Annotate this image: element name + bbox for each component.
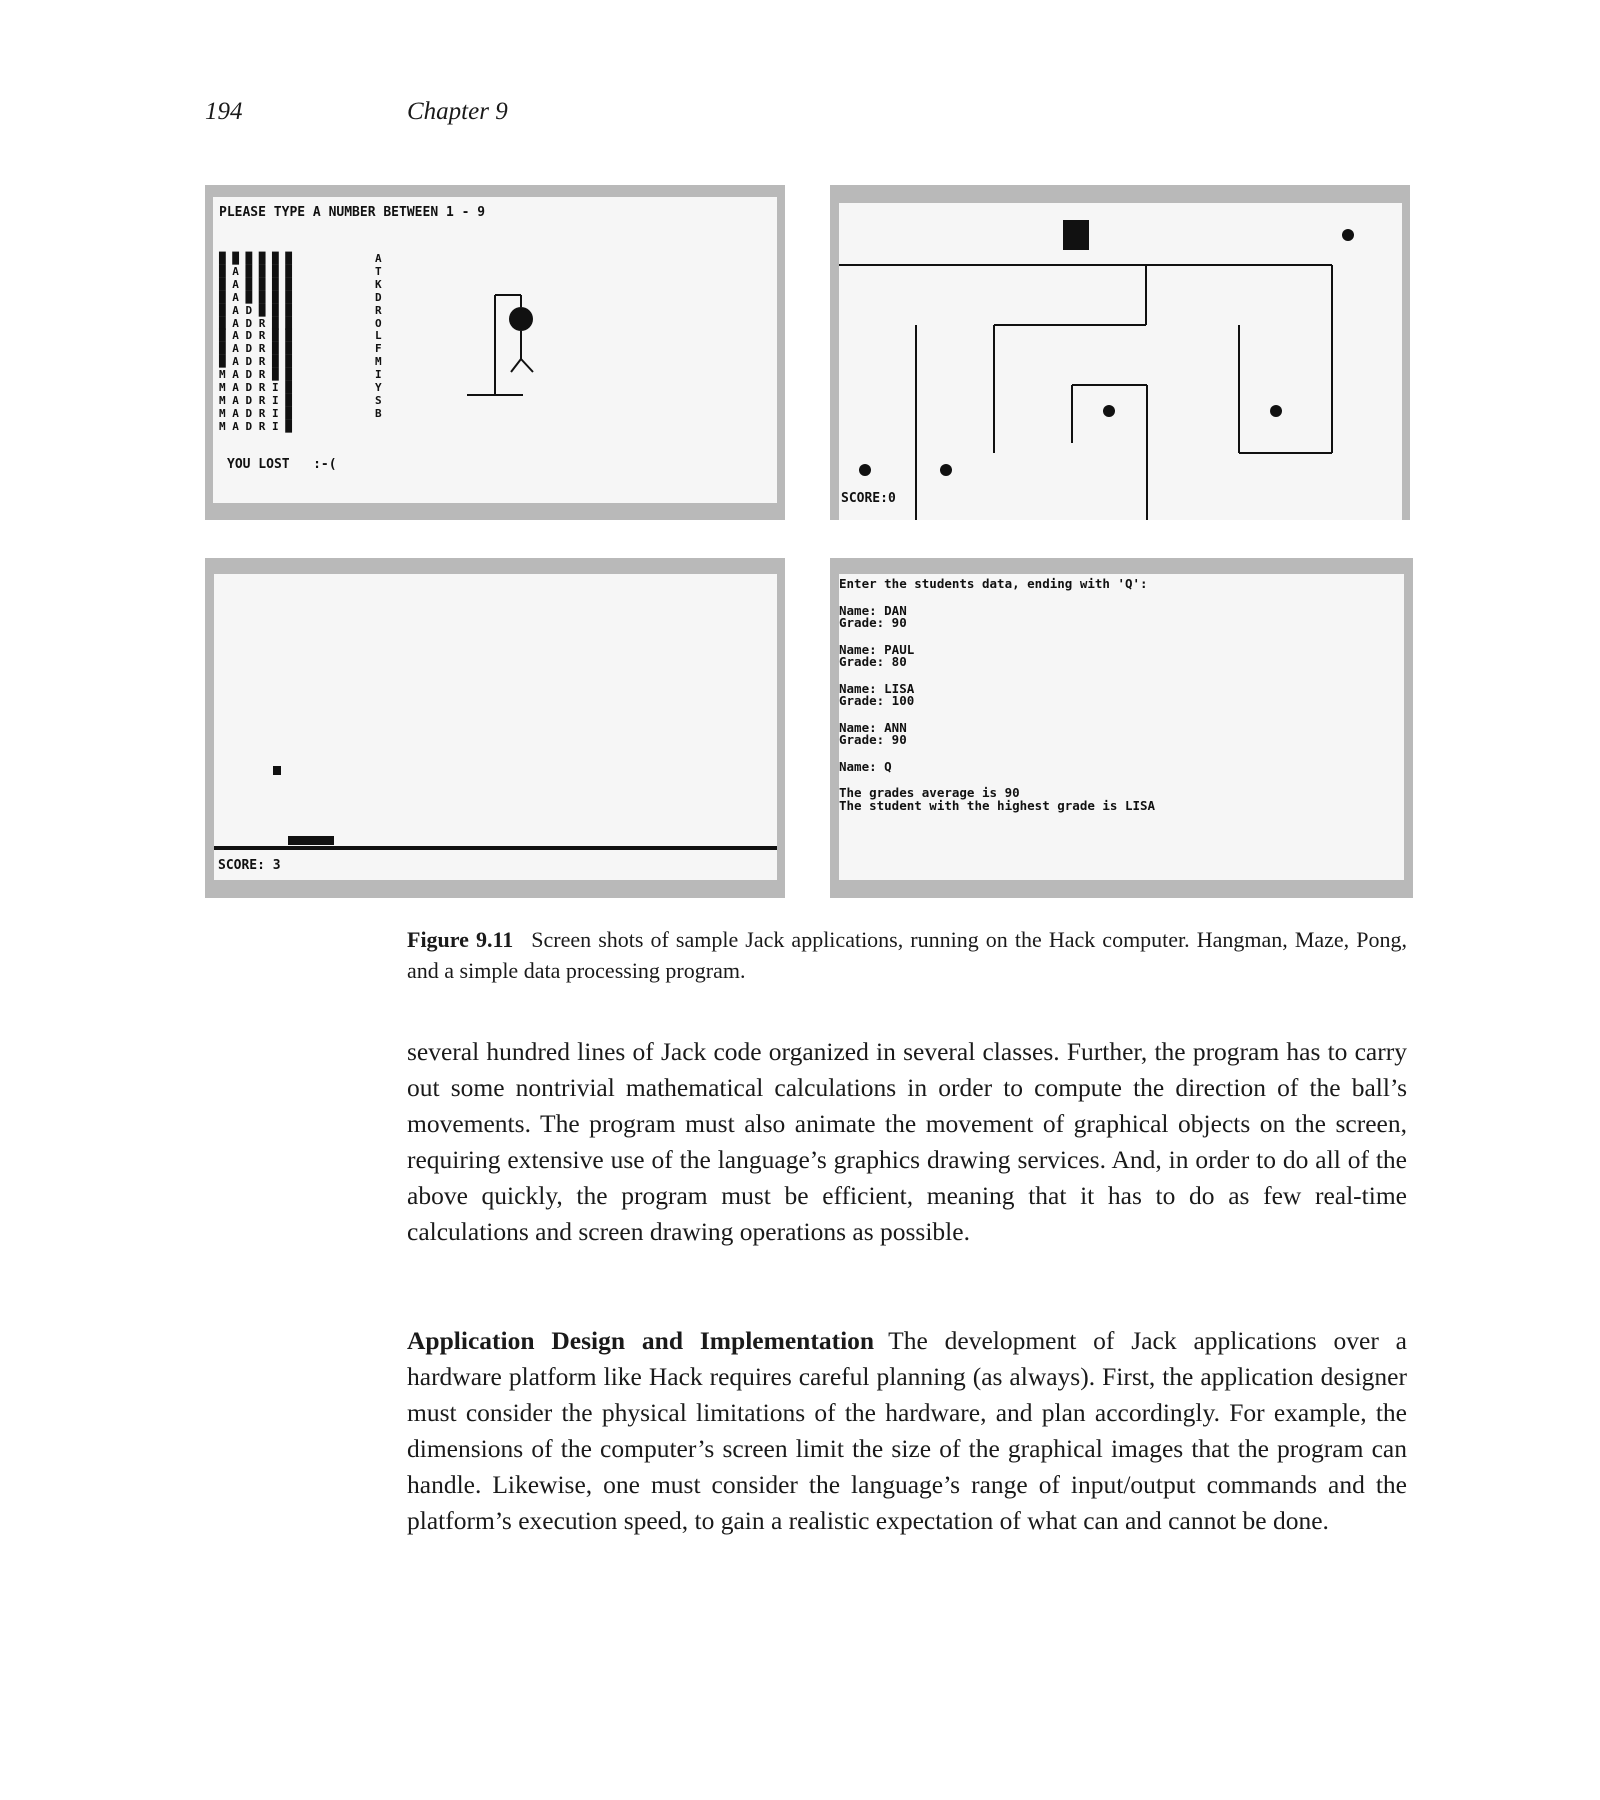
maze-score: SCORE:0 [841, 491, 896, 506]
maze-screen [839, 203, 1402, 520]
gallows-figure [463, 277, 553, 407]
chapter-title: Chapter 9 [407, 98, 508, 125]
pong-screen [214, 574, 777, 880]
grades-console [839, 578, 1155, 812]
maze-player-block [1063, 220, 1089, 250]
maze-walls [839, 203, 1402, 520]
hangman-result: YOU LOST :-( [227, 457, 337, 472]
hangman-prompt: PLEASE TYPE A NUMBER BETWEEN 1 - 9 [219, 205, 486, 220]
body-paragraph [407, 1323, 1407, 1539]
hangman-screen [213, 197, 777, 503]
grades-average: The grades average is 90 [839, 785, 1020, 800]
maze-dot [1270, 405, 1282, 417]
hangman-guess-grid: █ █ █ █ █ █ █ A █ █ █ █ █ A █ █ █ █ █ A █ █ █ █ █ A D █ █ █ █ A D R █ █ █ A D R █ █ █ A D R █ █ █ A D R █ █ M A D R █ █ M A D R I █ M A D R I █ M A D R I █ M A D R I █ [219, 252, 292, 433]
grades-entry-name: Name: DAN [839, 602, 907, 618]
maze-dot [1342, 229, 1354, 241]
figure-label: Figure 9.11 [407, 927, 514, 952]
section-heading: Application Design and Implementation [407, 1326, 875, 1355]
pong-ball [273, 766, 281, 775]
grades-entry-grade: Grade: 100 [839, 693, 915, 708]
page-number: 194 [205, 98, 243, 125]
pong-score: SCORE: 3 [218, 858, 281, 873]
section-text: The development of Jack applications over a hardware platform like Hack requires careful planning (as always). First, the application designer must consider the physical limitations of the hardware, and plan accordingly. For example, the dimensions of the computer’s screen limit the size of the graphical images that the program can handle. Likewise, one must consider the language’s range of input/output commands and the platform’s execution speed, to gain a realistic expectation of what can and cannot be done. [407, 1326, 1407, 1535]
maze-dot [859, 464, 871, 476]
body-paragraph: several hundred lines of Jack code organized in several classes. Further, the program has to carry out some nontrivial mathematical calculations in order to compute the direction of the ball’s movements. The program must also animate the movement of graphical objects on the screen, requiring extensive use of the language’s graphics drawing services. And, in order to do all of the above quickly, the program must be efficient, meaning that it has to do as few real-time calculations and screen drawing operations as possible. [407, 1037, 1407, 1246]
page-header [205, 98, 1105, 128]
grades-screenshot [830, 558, 1413, 898]
hangman-letters-column: A T K D R O L F M I Y S B [375, 252, 382, 420]
grades-entry-name: Name: ANN [839, 719, 907, 735]
grades-entry-grade: Grade: 90 [839, 732, 907, 747]
grades-prompt: Enter the students data, ending with 'Q': [839, 576, 1148, 591]
grades-entry-name: Name: LISA [839, 680, 915, 696]
hangman-screenshot [205, 185, 785, 520]
grades-screen [839, 574, 1404, 880]
maze-screenshot [830, 185, 1410, 520]
maze-dot [1103, 405, 1115, 417]
pong-field [214, 574, 777, 880]
pong-screenshot [205, 558, 785, 898]
figure-caption-text: Screen shots of sample Jack applications, running on the Hack computer. Hangman, Maze, Pong, and a simple data processing program. [407, 927, 1407, 983]
pong-paddle [288, 836, 334, 845]
grades-highest: The student with the highest grade is LISA [839, 797, 1156, 813]
hangman-head [509, 307, 533, 331]
figure-caption [407, 924, 1407, 986]
grades-entry-grade: Grade: 90 [839, 615, 907, 630]
grades-entry-name: Name: PAUL [839, 641, 915, 657]
grades-last-name: Name: Q [839, 758, 892, 774]
grades-entry-grade: Grade: 80 [839, 654, 907, 669]
maze-dot [940, 464, 952, 476]
